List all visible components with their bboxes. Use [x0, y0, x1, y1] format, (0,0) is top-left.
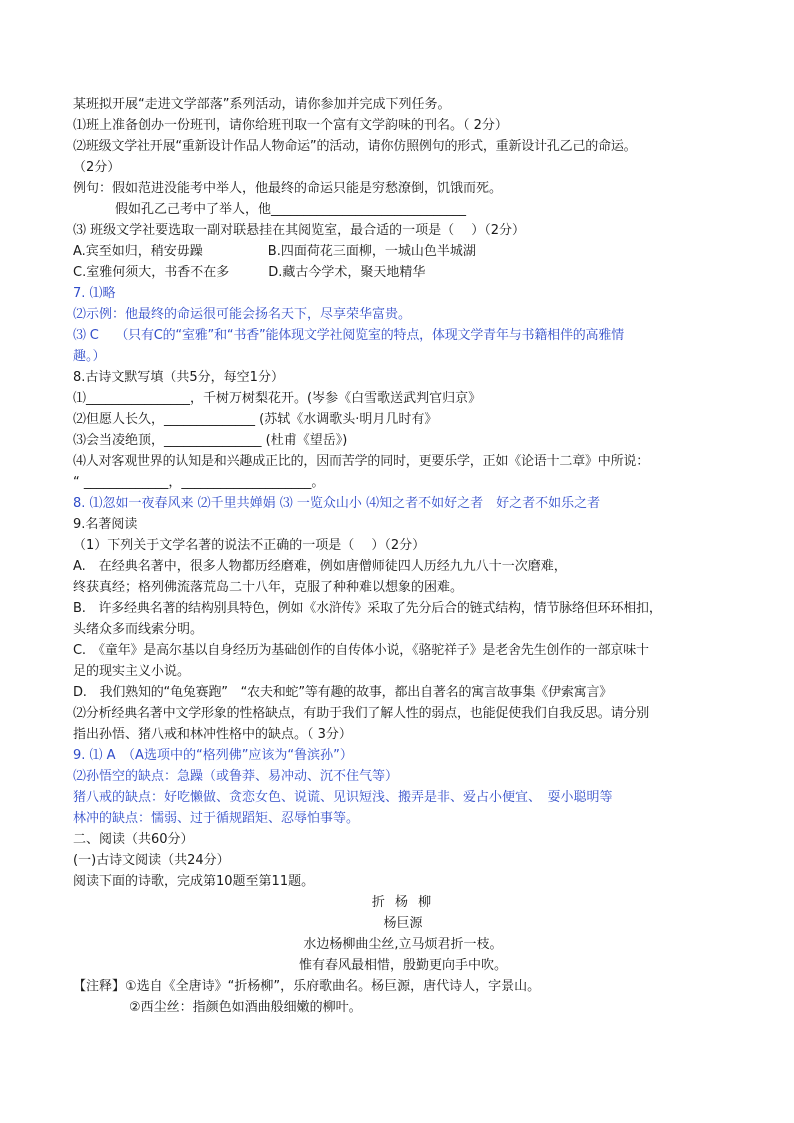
poem-line-2: 惟有春风最相惜，殷勤更向手中吹。 [298, 958, 507, 973]
answer-8: 8. ⑴忽如一夜春风来 ⑵千里共婵娟 ⑶ 一览众山小 ⑷知之者不如好之者 好之者不如乐之者 [73, 496, 601, 511]
answer-7-3-cont: 趣。） [73, 349, 106, 364]
section-2-heading: 二、阅读（共60分） [73, 832, 194, 847]
option-c: C. 《童年》是高尔基以自身经历为基础创作的自传体小说，《骆驼祥子》是老舍先生创作的一部京味十 [73, 643, 649, 658]
task-3: ⑶ 班级文学社要选取一副对联悬挂在其阅览室，最合适的一项是（ ）（2分） [73, 223, 526, 238]
option-d: D. 我们熟知的“龟兔赛跑” “农夫和蛇”等有趣的故事，都出自著名的寓言故事集《伊索寓言》 [73, 685, 613, 700]
question-8-title: 8.古诗文默写填（共5分，每空1分） [73, 370, 284, 385]
question-9-1: （1）下列关于文学名著的说法不正确的一项是（ ）（2分） [73, 538, 426, 553]
answer-9-2-wukong: ⑵孙悟空的缺点：急躁（或鲁莽、易冲动、沉不住气等） [73, 769, 399, 784]
question-8-2: ⑵但愿人长久，______________ (苏轼《水调歌头·明月几时有》 [73, 412, 438, 427]
poem-line-1: 水边杨柳曲尘丝,立马烦君折一枝。 [303, 937, 503, 952]
question-8-4-blanks: “ _____________，____________________。 [73, 475, 325, 490]
reading-instruction: 阅读下面的诗歌，完成第10题至第11题。 [73, 874, 315, 889]
answer-7-2: ⑵示例：他最终的命运很可能会扬名天下，尽享荣华富贵。 [73, 307, 412, 322]
answer-9-2-linchong: 林冲的缺点：懦弱、过于循规蹈矩、忍辱怕事等。 [73, 811, 360, 826]
option-b: B. 许多经典名著的结构别具特色，例如《水浒传》采取了先分后合的链式结构，情节脉络但环环相扣， [73, 601, 662, 616]
answer-blank-line: 假如孔乙己考中了举人，他______________________________ [115, 202, 467, 217]
option-c-cont: 足的现实主义小说。 [73, 664, 191, 679]
question-9-2-cont: 指出孙悟、猪八戒和林冲性格中的缺点。（ 3分） [73, 727, 352, 742]
task-2: ⑵班级文学社开展“重新设计作品人物命运”的活动，请你仿照例句的形式，重新设计孔乙己的命运。 [73, 139, 637, 154]
task-1: ⑴班上准备创办一份班刊，请你给班刊取一个富有文学韵味的刊名。（ 2分） [73, 118, 508, 133]
answer-7-1: 7. ⑴略 [73, 286, 116, 301]
poem-note-2: ②西尘丝：指颜色如酒曲般细嫩的柳叶。 [129, 1000, 362, 1015]
poem-author: 杨巨源 [383, 916, 423, 931]
question-8-4: ⑷人对客观世界的认知是和兴趣成正比的，因而苦学的同时，更要乐学，正如《论语十二章》中所说： [73, 454, 650, 469]
answer-9-1: 9. ⑴ A （A选项中的“格列佛”应该为“鲁滨孙”） [73, 748, 353, 763]
question-9-title: 9.名著阅读 [73, 517, 138, 532]
answer-9-2-bajie: 猪八戒的缺点：好吃懒做、贪恋女色、说谎、见识短浅、搬弄是非、爱占小便宜、 耍小聪明等 [73, 790, 613, 805]
task-2-score: （2分） [73, 160, 121, 175]
question-9-2: ⑵分析经典名著中文学形象的性格缺点，有助于我们了解人性的弱点，也能促使我们自我反思。请分别 [73, 706, 650, 721]
answer-7-3: ⑶ C （只有C的“室雅”和“书香”能体现文学社阅览室的特点，体现文学青年与书籍相伴的高雅情 [73, 328, 624, 343]
option-ab: A.宾至如归，稍安毋躁 B.四面荷花三面柳，一城山色半城湖 [73, 244, 476, 259]
intro-line: 某班拟开展“走进文学部落”系列活动，请你参加并完成下列任务。 [73, 97, 451, 112]
option-a-cont: 终获真经；格列佛流落荒岛二十八年，克服了种种难以想象的困难。 [73, 580, 464, 595]
option-cd: C.室雅何须大，书香不在多 D.藏古今学术，聚天地精华 [73, 265, 426, 280]
question-8-3: ⑶会当凌绝顶，_______________ (杜甫《望岳》) [73, 433, 348, 448]
question-8-1: ⑴________________，千树万树梨花开。(岑参《白雪歌送武判官归京》 [73, 391, 482, 406]
example-sentence: 例句：假如范进没能考中举人，他最终的命运只能是穷愁潦倒，饥饿而死。 [73, 181, 503, 196]
poem-note-1: 【注释】①选自《全唐诗》“折杨柳”，乐府歌曲名。杨巨源，唐代诗人，字景山。 [73, 979, 541, 994]
option-b-cont: 头绪众多而线索分明。 [73, 622, 204, 637]
option-a: A. 在经典名著中，很多人物都历经磨难，例如唐僧师徒四人历经九九八十一次磨难， [73, 559, 567, 574]
subsection-heading: (一)古诗文阅读（共24分） [73, 853, 230, 868]
document-page [73, 94, 733, 1018]
poem-title: 折 杨 柳 [371, 895, 435, 910]
